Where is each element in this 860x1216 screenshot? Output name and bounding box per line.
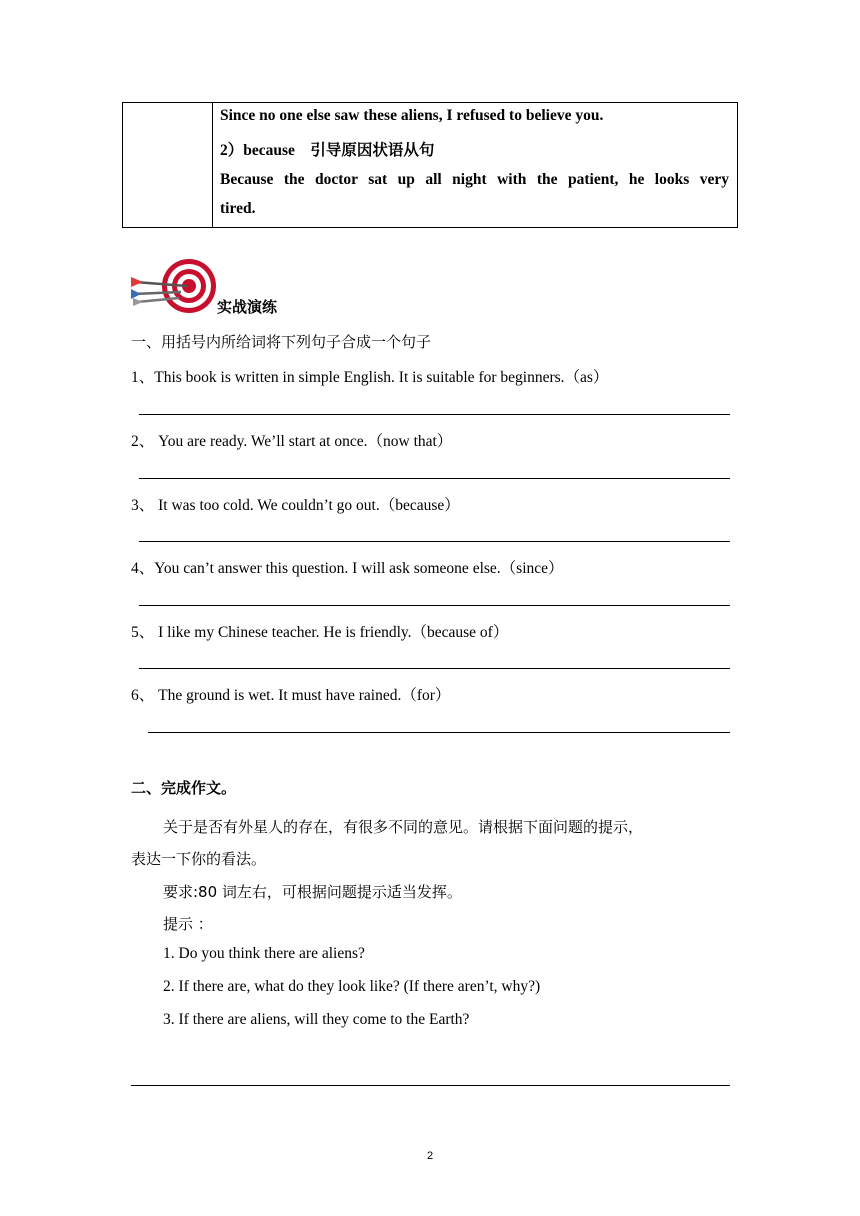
question-3: 3、 It was too cold. We couldn’t go out.（because） (131, 497, 460, 514)
section-heading: 实战演练 (217, 298, 278, 316)
question-2: 2、 You are ready. We’ll start at once.（now that） (131, 433, 453, 450)
answer-line-4 (139, 605, 730, 606)
essay-hint-2: 2. If there are, what do they look like? (If there aren’t, why?) (163, 978, 541, 995)
table-divider (212, 103, 213, 227)
essay-intro-line1: 关于是否有外星人的存在，有很多不同的意见。请根据下面问题的提示， (163, 818, 644, 836)
example-sentence-because: Because the doctor sat up all night with the patient, he looks very (220, 171, 729, 188)
example-sentence-because-end: tired. (220, 200, 256, 217)
essay-requirement: 要求:80 词左右，可根据问题提示适当发挥。 (163, 883, 462, 901)
essay-hint-3: 3. If there are aliens, will they come to the Earth? (163, 1011, 470, 1028)
essay-intro-line2: 表达一下你的看法。 (131, 850, 267, 868)
answer-line-3 (139, 541, 730, 542)
essay-writing-line (131, 1085, 730, 1086)
answer-line-6 (148, 732, 730, 733)
grammar-table (122, 102, 738, 228)
answer-line-5 (139, 668, 730, 669)
essay-hint-1: 1. Do you think there are aliens? (163, 945, 365, 962)
question-6: 6、 The ground is wet. It must have rained.（for） (131, 687, 451, 704)
rule-because: 2）because 引导原因状语从句 (220, 142, 435, 159)
question-4: 4、You can’t answer this question. I will ask someone else.（since） (131, 560, 564, 577)
answer-line-1 (139, 414, 730, 415)
target-icon (131, 258, 217, 314)
question-1: 1、This book is written in simple English. It is suitable for beginners.（as） (131, 369, 609, 386)
page-number: 2 (426, 1150, 434, 1162)
answer-line-2 (139, 478, 730, 479)
example-sentence-since: Since no one else saw these aliens, I refused to believe you. (220, 107, 604, 124)
part1-instruction: 一、用括号内所给词将下列句子合成一个句子 (131, 333, 432, 351)
question-5: 5、 I like my Chinese teacher. He is friendly.（because of） (131, 624, 509, 641)
essay-hint-label: 提示 ： (163, 915, 213, 933)
part2-heading: 二、完成作文。 (131, 779, 237, 797)
